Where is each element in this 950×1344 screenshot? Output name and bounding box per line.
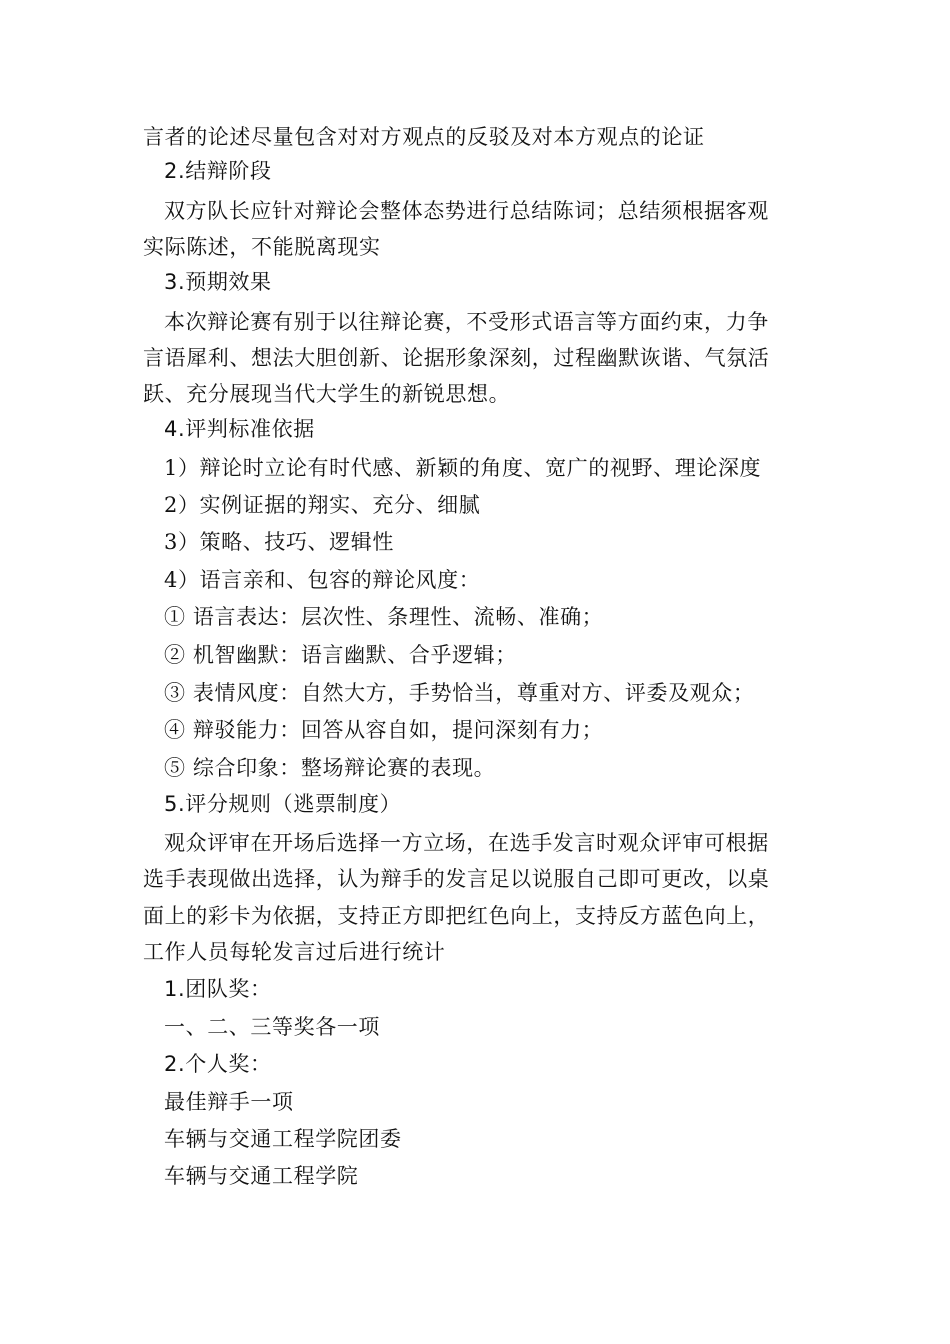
list-item: ④ 辩驳能力：回答从容自如，提问深刻有力； [164, 718, 604, 742]
section-heading: 2.个人奖： [164, 1052, 272, 1076]
paragraph-line: 选手表现做出选择，认为辩手的发言足以说服自己即可更改，以桌 [143, 867, 770, 891]
paragraph-line: 工作人员每轮发言过后进行统计 [143, 940, 446, 964]
paragraph-line: 一、二、三等奖各一项 [164, 1015, 380, 1039]
paragraph-line: 观众评审在开场后选择一方立场，在选手发言时观众评审可根据 [164, 831, 769, 855]
paragraph-line: 本次辩论赛有别于以往辩论赛，不受形式语言等方面约束，力争 [164, 310, 769, 334]
paragraph-line: 最佳辩手一项 [164, 1090, 294, 1114]
section-heading: 3.预期效果 [164, 270, 272, 294]
list-item: 2）实例证据的翔实、充分、细腻 [164, 493, 481, 517]
paragraph-line: 双方队长应针对辩论会整体态势进行总结陈词；总结须根据客观 [164, 199, 769, 223]
paragraph-line: 跃、充分展现当代大学生的新锐思想。 [143, 382, 511, 406]
paragraph-line: 实际陈述，不能脱离现实 [143, 235, 381, 259]
list-item: 3）策略、技巧、逻辑性 [164, 530, 394, 554]
list-item: ③ 表情风度：自然大方，手势恰当，尊重对方、评委及观众； [164, 681, 755, 705]
signature-organization: 车辆与交通工程学院 [164, 1164, 359, 1188]
section-heading: 1.团队奖： [164, 977, 272, 1001]
paragraph-line: 面上的彩卡为依据，支持正方即把红色向上，支持反方蓝色向上， [143, 904, 770, 928]
section-heading: 2.结辩阶段 [164, 159, 272, 183]
list-item: 4）语言亲和、包容的辩论风度： [164, 568, 481, 592]
list-item: ① 语言表达：层次性、条理性、流畅、准确； [164, 605, 604, 629]
paragraph-line: 言语犀利、想法大胆创新、论据形象深刻，过程幽默诙谐、气氛活 [143, 346, 770, 370]
section-heading: 5.评分规则（逃票制度） [164, 792, 402, 816]
section-heading: 4.评判标准依据 [164, 417, 315, 441]
list-item: ⑤ 综合印象：整场辩论赛的表现。 [164, 756, 496, 780]
signature-organization: 车辆与交通工程学院团委 [164, 1127, 402, 1151]
list-item: ② 机智幽默：语言幽默、合乎逻辑； [164, 643, 517, 667]
paragraph-line: 言者的论述尽量包含对对方观点的反驳及对本方观点的论证 [143, 125, 705, 149]
list-item: 1）辩论时立论有时代感、新颖的角度、宽广的视野、理论深度 [164, 456, 762, 480]
